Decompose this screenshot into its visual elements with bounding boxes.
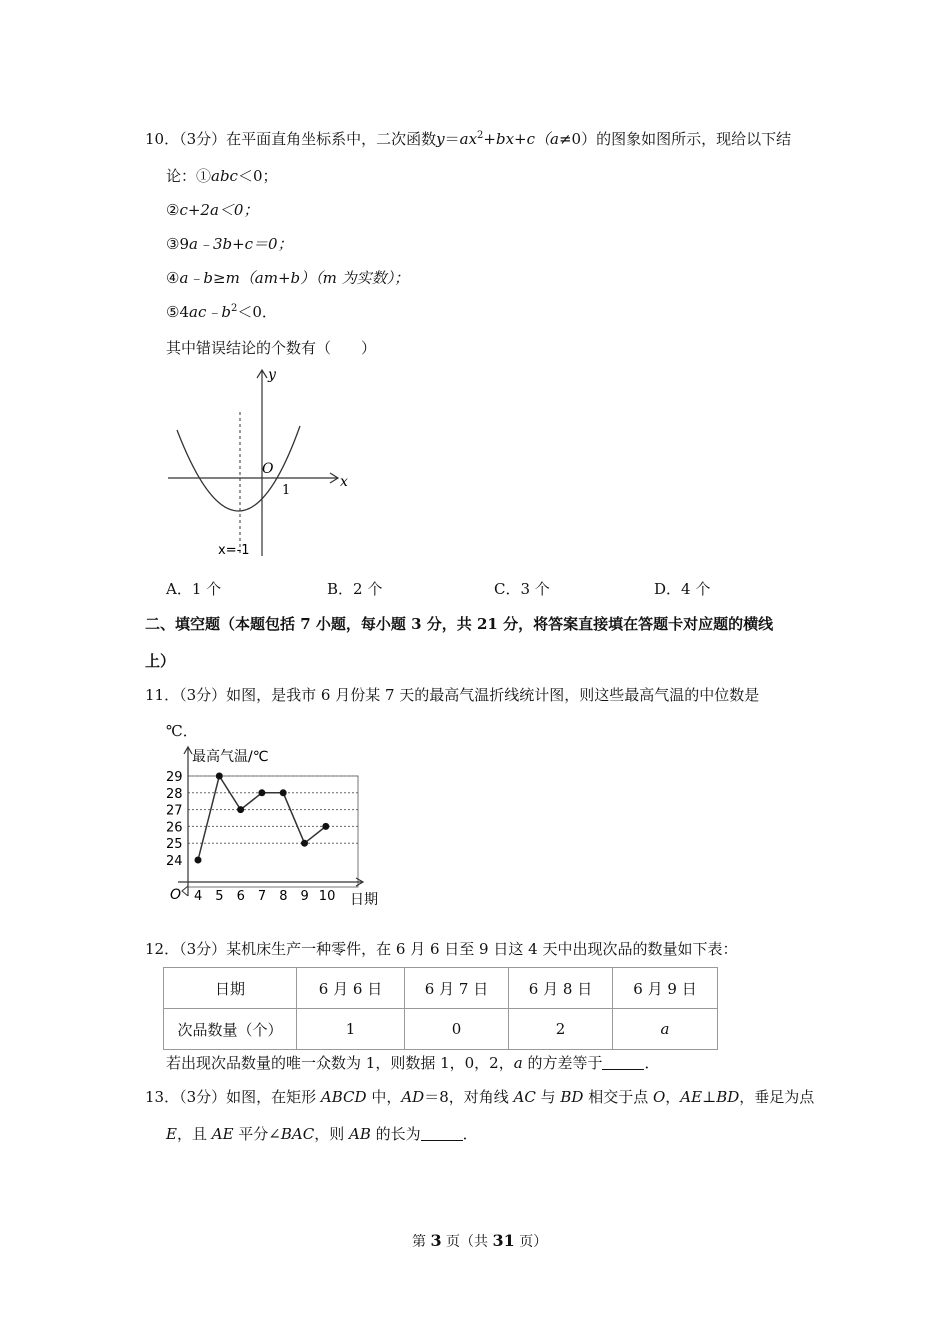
series-line — [198, 776, 326, 860]
q10-conclusion-4: ④a﹣b≥m（am+b）（m 为实数）； — [166, 269, 410, 287]
q11-stem: 11．（3分）如图，是我市 6 月份某 7 天的最高气温折线统计图，则这些最高气温的中位数是 — [145, 686, 760, 704]
y-tick-label: 29 — [166, 770, 183, 785]
option-b: B．2 个 — [327, 580, 383, 598]
x-tick-label: 9 — [300, 889, 309, 904]
y-tick-label: 28 — [166, 786, 183, 802]
table-header: 6 月 6 日 — [297, 968, 405, 1009]
temperature-chart — [160, 742, 390, 912]
data-point — [301, 840, 308, 847]
answer-blank — [602, 1055, 644, 1070]
chart-axis-break — [182, 886, 188, 896]
x-tick-label: 6 — [236, 889, 245, 904]
q10-conclusion-5: $⑤4ac﹣b^2<0$． — [166, 303, 277, 321]
y-tick-label: 26 — [166, 820, 183, 836]
y-tick-label: 27 — [166, 803, 183, 819]
data-point — [322, 823, 329, 830]
origin-label: O — [262, 461, 274, 477]
axis-note: x=-1 — [218, 543, 250, 558]
parabola-graph — [160, 362, 360, 562]
option-d: D．4 个 — [654, 580, 711, 598]
q10-conclusion-3: ③9a﹣3b+c＝0； — [166, 235, 293, 253]
table-header: 6 月 8 日 — [509, 968, 613, 1009]
table-cell: 1 — [297, 1009, 405, 1050]
q10-conclusion-1: 论：①abc＜0； — [166, 167, 278, 185]
data-point — [280, 789, 287, 796]
q10-conclusion-2: ②c+2a＜0； — [166, 201, 259, 219]
section2-heading-cont: 上） — [145, 652, 176, 670]
x-tick-label: 8 — [279, 889, 288, 904]
q10-stem: 10．（3分）在平面直角坐标系中，二次函数$y=ax^2+bx+c(a\ne 0)$的图象如图所示，现给以下结 — [145, 130, 792, 148]
table-header: 日期 — [164, 968, 297, 1009]
option-c: C．3 个 — [494, 580, 550, 598]
table-cell: a — [613, 1009, 718, 1050]
table-row — [164, 1009, 718, 1050]
table-cell: 次品数量（个） — [164, 1009, 297, 1050]
chart-origin: O — [170, 887, 182, 903]
y-label: y — [268, 367, 276, 383]
section2-heading: 二、填空题（本题包括 7 小题，每小题 3 分，共 21 分，将答案直接填在答题卡对应题的横线 — [145, 615, 774, 633]
chart-xlabel: 日期 — [350, 892, 378, 908]
data-point — [237, 806, 244, 813]
q13-stem: 13．（3分）如图，在矩形 ABCD 中，AD＝8，对角线 AC 与 BD 相交于点 O，AE⊥BD，垂足为点 — [145, 1088, 815, 1106]
table-header: 6 月 9 日 — [613, 968, 718, 1009]
defect-table — [163, 967, 718, 1050]
chart-title: 最高气温/℃ — [192, 749, 269, 765]
q11-unit: ℃． — [166, 722, 198, 740]
x-tick-label: 10 — [318, 889, 336, 904]
data-point — [258, 789, 265, 796]
option-a: A．1 个 — [166, 580, 222, 598]
q10-question: 其中错误结论的个数有（ ） — [166, 339, 377, 357]
x-tick-label: 5 — [215, 889, 224, 904]
table-row — [164, 968, 718, 1009]
x-tick-label: 7 — [257, 889, 267, 904]
table-header: 6 月 7 日 — [405, 968, 509, 1009]
table-cell: 0 — [405, 1009, 509, 1050]
x-tick-label: 4 — [194, 889, 203, 904]
y-tick-label: 24 — [166, 854, 183, 869]
parabola-curve — [177, 426, 300, 511]
y-tick-label: 25 — [166, 837, 183, 853]
one-label: 1 — [282, 483, 291, 498]
answer-blank — [421, 1126, 463, 1141]
q13-stem-cont: E，且 AE 平分∠BAC，则 AB 的长为 ． — [166, 1125, 478, 1143]
q12-followup: 若出现次品数量的唯一众数为 1，则数据 1，0，2，a 的方差等于 ． — [166, 1054, 660, 1072]
table-cell: 2 — [509, 1009, 613, 1050]
page-footer: 第 3 页（共 31 页） — [412, 1231, 548, 1250]
data-point — [195, 857, 202, 864]
x-label: x — [340, 474, 348, 490]
data-point — [216, 773, 223, 780]
q12-stem: 12．（3分）某机床生产一种零件，在 6 月 6 日至 9 日这 4 天中出现次品的数量如下表： — [145, 940, 738, 958]
